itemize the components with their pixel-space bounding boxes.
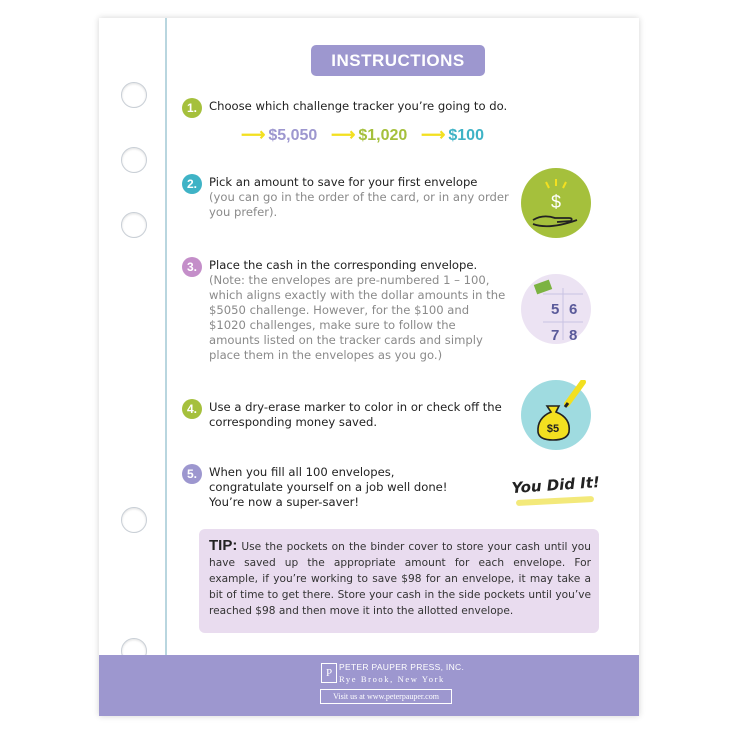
step-main-text: Pick an amount to save for your first envelope — [209, 175, 478, 189]
tip-body: Use the pockets on the binder cover to store your cash until you have saved up the appropriate amount for each envelope. For example, if you’re working to save $98 for an envelope, it may take a bit of time to get there. Store your cash in the side pockets until you’ve reached $98 and then move it into the allotted envelope. — [209, 541, 591, 617]
step-note: (Note: the envelopes are pre-numbered 1 – 100, which aligns exactly with the dollar amounts in the $5050 challenge. However, for the $100 and $1020 challenges, make sure to follow the amounts listed on the tracker cards and simply place them in the envelopes as you go.) — [209, 273, 506, 362]
margin-line — [165, 18, 167, 716]
step-number: 2. — [182, 174, 202, 194]
amount-5050 — [241, 124, 317, 147]
tip-label: TIP: — [209, 537, 238, 554]
grid-number: 6 — [569, 301, 578, 318]
step-5 — [186, 465, 509, 510]
step-text — [209, 258, 509, 363]
tip-text — [209, 538, 591, 619]
step-text — [209, 175, 509, 220]
binder-hole — [121, 212, 147, 238]
arrow-icon: ⟶ — [421, 125, 446, 144]
challenge-amounts — [241, 124, 541, 146]
step-2 — [186, 175, 509, 220]
instruction-page — [99, 18, 639, 716]
grid-number: 7 — [551, 327, 560, 344]
binder-hole — [121, 147, 147, 173]
step-text: Choose which challenge tracker you’re going to do. — [209, 99, 508, 113]
bag-label: $5 — [546, 423, 560, 435]
envelope-grid-icon — [521, 274, 591, 344]
grid-number: 5 — [551, 301, 560, 318]
hand-money-svg — [521, 168, 591, 238]
you-did-it-text: You Did It! — [511, 473, 601, 498]
money-bag-icon — [521, 380, 591, 450]
dollar-sign: $ — [550, 192, 562, 212]
arrow-icon: ⟶ — [331, 125, 356, 144]
money-bag-svg — [521, 380, 591, 450]
footer — [99, 655, 639, 716]
page-title: INSTRUCTIONS — [311, 45, 485, 76]
publisher-logo: P — [321, 663, 337, 683]
website-link[interactable]: Visit us at www.peterpauper.com — [320, 689, 452, 704]
step-3 — [186, 258, 509, 363]
publisher-name: PETER PAUPER PRESS, INC. — [339, 662, 465, 672]
envelope-grid-svg — [521, 274, 591, 344]
step-text: Use a dry-erase marker to color in or check off the corresponding money saved. — [209, 400, 502, 429]
binder-hole — [121, 507, 147, 533]
grid-number: 8 — [569, 327, 578, 344]
step-1 — [186, 99, 509, 115]
step-main-text: Place the cash in the corresponding envelope. — [209, 258, 478, 272]
step-number: 4. — [182, 399, 202, 419]
hand-money-icon — [521, 168, 591, 238]
step-number: 3. — [182, 257, 202, 277]
step-4 — [186, 400, 509, 430]
step-number: 5. — [182, 464, 202, 484]
amount-value: $5,050 — [268, 127, 318, 144]
publisher-location: Rye Brook, New York — [339, 674, 445, 684]
step-number: 1. — [182, 98, 202, 118]
step-note: (you can go in the order of the card, or in any order you prefer). — [209, 190, 509, 219]
step-text: When you fill all 100 envelopes, congratulate yourself on a job well done! You’re now a super-saver! — [209, 465, 448, 509]
amount-100 — [421, 124, 484, 147]
tip-box — [199, 529, 599, 633]
amount-value: $1,020 — [358, 127, 408, 144]
amount-value: $100 — [448, 127, 484, 144]
amount-1020 — [331, 124, 407, 147]
binder-hole — [121, 82, 147, 108]
arrow-icon: ⟶ — [241, 125, 266, 144]
